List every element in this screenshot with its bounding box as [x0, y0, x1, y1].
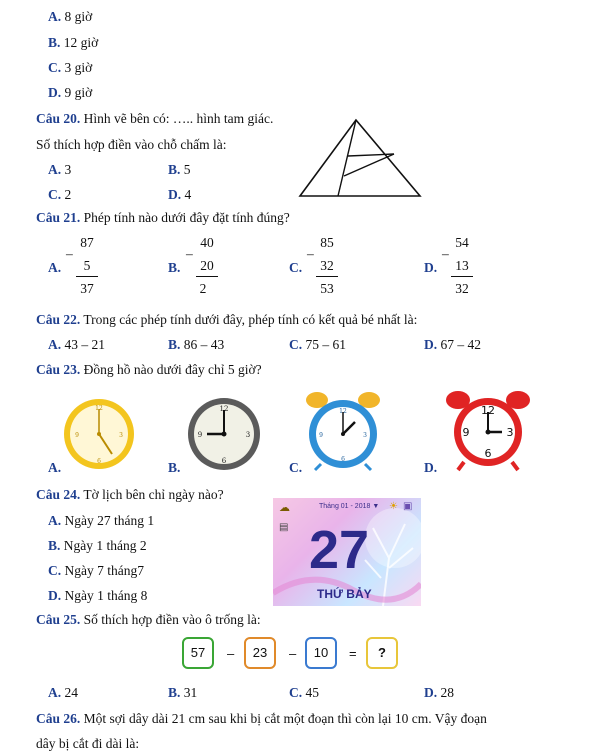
option-text: 9 giờ	[64, 85, 93, 100]
result: 2	[199, 281, 207, 296]
calendar-weekday: THỨ BẢY	[317, 587, 372, 601]
q22-option-b[interactable]	[168, 337, 224, 353]
option-text: 43 – 21	[64, 337, 105, 352]
q25-option-b[interactable]	[168, 685, 197, 701]
option-text: 75 – 61	[305, 337, 346, 352]
minuend: 40	[200, 235, 214, 250]
option-letter: B.	[48, 35, 61, 50]
svg-text:12: 12	[95, 405, 103, 412]
option-text: Ngày 1 tháng 2	[63, 538, 147, 553]
option-text: 24	[64, 685, 78, 700]
option-letter: B.	[168, 260, 181, 275]
note-icon: ▤	[279, 522, 289, 533]
option-letter: A.	[48, 337, 62, 352]
option-letter: D.	[424, 337, 438, 352]
option-letter: B.	[168, 337, 181, 352]
svg-text:12: 12	[219, 405, 229, 413]
q22-option-c[interactable]	[289, 337, 346, 353]
svg-text:9: 9	[462, 426, 470, 439]
option-text: Ngày 27 tháng 1	[64, 513, 155, 528]
subtrahend: 13	[455, 258, 469, 273]
option-letter: B.	[168, 162, 181, 177]
q24-option-d[interactable]	[48, 588, 147, 604]
option-text: 67 – 42	[440, 337, 481, 352]
q22-option-a[interactable]	[48, 337, 105, 353]
subtrahend: 5	[83, 258, 91, 273]
option-letter: D.	[48, 85, 62, 100]
option-letter: B.	[168, 685, 181, 700]
q24-question	[36, 487, 224, 503]
q25-option-c[interactable]	[289, 685, 319, 701]
q19-option-a[interactable]	[48, 9, 92, 25]
svg-text:12: 12	[481, 404, 495, 417]
calendar-day: 27	[309, 520, 370, 580]
answer-box[interactable]: ?	[366, 637, 398, 669]
question-label: Câu 23.	[36, 362, 81, 377]
number-box-2: 23	[244, 637, 276, 669]
option-letter: C.	[289, 337, 303, 352]
question-label: Câu 22.	[36, 312, 81, 327]
option-letter: D.	[424, 260, 438, 275]
question-text: Phép tính nào dưới đây đặt tính đúng?	[83, 210, 290, 225]
question-text: Số thích hợp điền vào ô trống là:	[83, 612, 261, 627]
option-text: 2	[64, 187, 72, 202]
option-letter: D.	[424, 460, 438, 475]
q20-option-a[interactable]	[48, 162, 71, 178]
option-text: Ngày 7 tháng7	[64, 563, 144, 578]
number-box-1: 57	[182, 637, 214, 669]
svg-text:3: 3	[245, 431, 251, 439]
option-letter: C.	[289, 460, 303, 475]
q20-option-c[interactable]	[48, 187, 71, 203]
option-text: 5	[183, 162, 191, 177]
sun-icon: ☀	[389, 501, 398, 512]
option-text: 45	[305, 685, 319, 700]
svg-text:6: 6	[221, 457, 227, 465]
minus-sign: –	[307, 246, 314, 261]
q20-option-d[interactable]	[168, 187, 191, 203]
svg-text:3: 3	[363, 432, 367, 439]
triangle-figure	[296, 116, 422, 200]
question-label: Câu 25.	[36, 612, 81, 627]
svg-text:12: 12	[339, 408, 347, 415]
q19-option-d[interactable]	[48, 85, 92, 101]
blue-alarm-clock-icon	[303, 388, 383, 472]
result-line	[316, 276, 338, 277]
q21-question	[36, 210, 290, 226]
option-letter: A.	[48, 685, 62, 700]
option-letter: D.	[168, 187, 182, 202]
option-text: Ngày 1 tháng 8	[64, 588, 148, 603]
svg-text:6: 6	[341, 456, 345, 463]
q20-option-b[interactable]	[168, 162, 191, 178]
option-text: 28	[440, 685, 454, 700]
q26-question	[36, 711, 487, 727]
operator-equals: =	[349, 646, 357, 661]
result-line	[451, 276, 473, 277]
svg-text:6: 6	[97, 458, 101, 465]
q23-question	[36, 362, 262, 378]
q24-option-b[interactable]	[48, 538, 147, 554]
option-letter: B.	[48, 538, 61, 553]
q24-option-c[interactable]	[48, 563, 144, 579]
gift-icon: ▣	[403, 501, 413, 512]
minuend: 87	[80, 235, 94, 250]
minuend: 85	[320, 235, 334, 250]
question-text: Đồng hồ nào dưới đây chỉ 5 giờ?	[83, 362, 262, 377]
option-text: 86 – 43	[183, 337, 225, 352]
q25-question	[36, 612, 261, 628]
svg-text:3: 3	[119, 432, 123, 439]
svg-text:9: 9	[75, 432, 79, 439]
option-letter: D.	[48, 588, 62, 603]
subtrahend: 20	[200, 258, 214, 273]
result: 37	[80, 281, 94, 296]
option-text: 12 giờ	[63, 35, 99, 50]
minus-sign: –	[66, 246, 73, 261]
question-text: Một sợi dây dài 21 cm sau khi bị cắt một đoạn thì còn lại 10 cm. Vậy đoạn	[83, 711, 487, 726]
q22-question	[36, 312, 417, 328]
q22-option-d[interactable]	[424, 337, 481, 353]
option-letter: A.	[48, 9, 62, 24]
option-letter: D.	[424, 685, 438, 700]
minuend: 54	[455, 235, 469, 250]
option-letter: A.	[48, 162, 62, 177]
q19-option-c[interactable]	[48, 60, 92, 76]
subtrahend: 32	[320, 258, 334, 273]
option-letter: C.	[48, 563, 62, 578]
number-box-3: 10	[305, 637, 337, 669]
result: 53	[320, 281, 334, 296]
svg-text:9: 9	[197, 431, 203, 439]
option-text: 3	[64, 162, 72, 177]
q20-instruction: Số thích hợp điền vào chỗ chấm là:	[36, 137, 227, 152]
svg-text:3: 3	[506, 426, 514, 439]
option-letter: A.	[48, 513, 62, 528]
q25-option-d[interactable]	[424, 685, 454, 701]
option-letter: B.	[168, 460, 181, 475]
option-text: 8 giờ	[64, 9, 93, 24]
option-text: 4	[184, 187, 192, 202]
question-label: Câu 21.	[36, 210, 81, 225]
question-text: Trong các phép tính dưới đây, phép tính có kết quả bé nhất là:	[83, 312, 418, 327]
question-label: Câu 26.	[36, 711, 81, 726]
result-line	[196, 276, 218, 277]
option-letter: A.	[48, 460, 62, 475]
option-letter: C.	[48, 60, 62, 75]
operator-minus-1: –	[227, 646, 235, 661]
option-text: 31	[183, 685, 198, 700]
calendar-month-header: Tháng 01 - 2018 ▼	[319, 503, 380, 510]
cloud-icon: ☁	[279, 502, 290, 514]
option-letter: C.	[48, 187, 62, 202]
svg-text:9: 9	[319, 432, 323, 439]
q25-option-a[interactable]	[48, 685, 78, 701]
minus-sign: –	[186, 246, 193, 261]
question-text: Tờ lịch bên chỉ ngày nào?	[83, 487, 224, 502]
option-letter: A.	[48, 260, 62, 275]
q24-option-a[interactable]	[48, 513, 154, 529]
q20-question	[36, 111, 273, 127]
yellow-clock-icon	[58, 396, 140, 472]
svg-text:6: 6	[484, 447, 492, 460]
question-label: Câu 20.	[36, 111, 81, 126]
question-label: Câu 24.	[36, 487, 81, 502]
result-line	[76, 276, 98, 277]
minus-sign: –	[442, 246, 449, 261]
option-letter: C.	[289, 685, 303, 700]
q19-option-b[interactable]	[48, 35, 98, 51]
question-text: Hình vẽ bên có: ….. hình tam giác.	[83, 111, 274, 126]
result: 32	[455, 281, 469, 296]
red-alarm-clock-icon	[442, 386, 534, 472]
gray-clock-icon	[184, 396, 264, 472]
operator-minus-2: –	[289, 646, 297, 661]
option-text: 3 giờ	[64, 60, 93, 75]
calendar-image	[273, 498, 421, 606]
q26-question-line2: dây bị cắt đi dài là:	[36, 736, 140, 751]
option-letter: C.	[289, 260, 303, 275]
